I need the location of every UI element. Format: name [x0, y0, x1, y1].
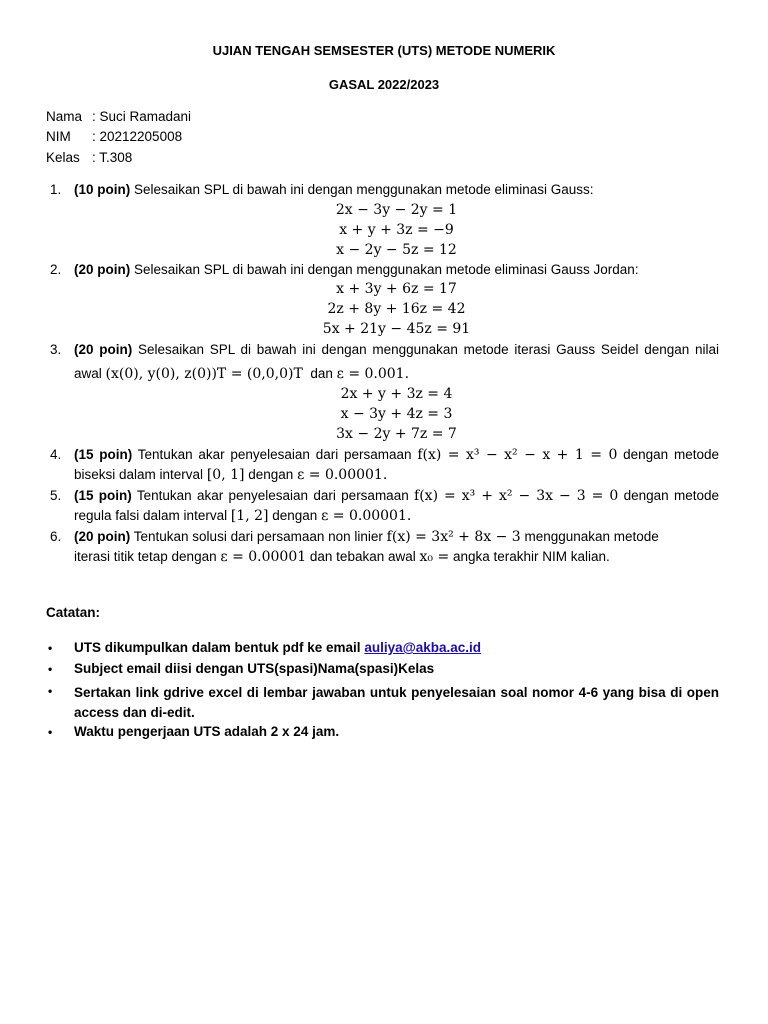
question-points: (20 poin): [74, 529, 131, 544]
question-instruction: Selesaikan SPL di bawah ini dengan menggunakan metode iterasi Gauss Seidel dengan nilai: [132, 342, 719, 357]
question-text: (15 poin) Tentukan akar penyelesaian dari persamaan f(x) = x³ + x² − 3x − 3 = 0 dengan metode: [74, 488, 719, 504]
function-math: f(x) = x³ − x² − x + 1 = 0: [417, 447, 618, 463]
note-item: UTS dikumpulkan dalam bentuk pdf ke email auliya@akba.ac.id: [74, 640, 482, 655]
initial-vector-math: (x(0), y(0), z(0))T = (0,0,0)T: [105, 366, 303, 382]
bullet-icon: •: [48, 684, 53, 698]
question-text-line-2: regula falsi dalam interval [1, 2] dengan ε = 0.00001.: [74, 508, 412, 524]
epsilon-math: ε = 0.00001: [220, 549, 307, 565]
email-link[interactable]: auliya@akba.ac.id: [364, 640, 482, 655]
bullet-icon: •: [48, 725, 53, 739]
class-label: Kelas: [46, 150, 80, 165]
name-label: Nama: [46, 109, 83, 124]
exam-title: UJIAN TENGAH SEMSESTER (UTS) METODE NUMERIK: [212, 43, 556, 58]
question-instruction: Selesaikan SPL di bawah ini dengan menggunakan metode eliminasi Gauss:: [130, 182, 594, 197]
nim-value: : 20212205008: [92, 129, 183, 144]
question-number: 5.: [50, 488, 62, 503]
interval-math: [1, 2]: [230, 508, 269, 524]
nim-label: NIM: [46, 129, 71, 144]
question-number: 4.: [50, 447, 62, 462]
question-points: (20 poin): [74, 342, 133, 357]
question-text: [74, 262, 719, 277]
question-points: (15 poin): [74, 447, 133, 462]
exam-subtitle: GASAL 2022/2023: [328, 77, 440, 92]
question-text: [74, 182, 719, 197]
question-text-line-2: biseksi dalam interval [0, 1] dengan ε = 0.00001.: [74, 467, 388, 483]
question-text: (20 poin) Tentukan solusi dari persamaan non linier f(x) = 3x² + 8x − 3 menggunakan metode: [74, 529, 659, 545]
initial-guess-math: x₀ =: [419, 549, 450, 565]
notes-heading: Catatan:: [46, 605, 101, 620]
question-text: (15 poin) Tentukan akar penyelesaian dari persamaan f(x) = x³ − x² − x + 1 = 0 dengan metode: [74, 447, 719, 463]
function-math: f(x) = 3x² + 8x − 3: [386, 529, 521, 545]
equation: 2x − 3y − 2y = 1: [335, 202, 458, 218]
epsilon-math: ε = 0.00001.: [297, 467, 388, 483]
interval-math: [0, 1]: [206, 467, 245, 483]
epsilon-math: ε = 0.00001.: [321, 508, 412, 524]
equation: x − 2y − 5z = 12: [336, 242, 457, 258]
question-number: 2.: [50, 262, 62, 277]
equation: x − 3y + 4z = 3: [340, 406, 453, 422]
equation: x + 3y + 6z = 17: [336, 281, 457, 297]
equation: 2x + y + 3z = 4: [340, 386, 453, 402]
epsilon-math: ε = 0.001.: [336, 366, 410, 382]
question-text: [74, 342, 719, 357]
equation: 3x − 2y + 7z = 7: [336, 426, 457, 442]
question-number: 6.: [50, 529, 62, 544]
note-item: Subject email diisi dengan UTS(spasi)Nama(spasi)Kelas: [74, 661, 435, 676]
equation: 2z + 8y + 16z = 42: [327, 301, 466, 317]
question-number: 3.: [50, 342, 62, 357]
question-number: 1.: [50, 182, 62, 197]
bullet-icon: •: [48, 662, 53, 676]
class-value: : T.308: [92, 150, 133, 165]
equation: 5x + 21y − 45z = 91: [322, 321, 471, 337]
question-text-line-2: iterasi titik tetap dengan ε = 0.00001 dan tebakan awal x₀ = angka terakhir NIM kalian.: [74, 549, 610, 565]
question-points: (10 poin): [74, 182, 131, 197]
name-value: : Suci Ramadani: [92, 109, 192, 124]
question-text-line-2: awal (x(0), y(0), z(0))T = (0,0,0)T dan ε = 0.001.: [74, 366, 410, 382]
question-points: (20 poin): [74, 262, 131, 277]
function-math: f(x) = x³ + x² − 3x − 3 = 0: [414, 488, 619, 504]
note-item: Waktu pengerjaan UTS adalah 2 x 24 jam.: [74, 724, 340, 739]
question-instruction: Selesaikan SPL di bawah ini dengan menggunakan metode eliminasi Gauss Jordan:: [130, 262, 639, 277]
note-item: Sertakan link gdrive excel di lembar jawaban untuk penyelesaian soal nomor 4-6 yang bisa di open access dan di-edit.: [74, 685, 719, 720]
bullet-icon: •: [48, 641, 53, 655]
question-points: (15 poin): [74, 488, 132, 503]
equation: x + y + 3z = −9: [339, 222, 454, 238]
